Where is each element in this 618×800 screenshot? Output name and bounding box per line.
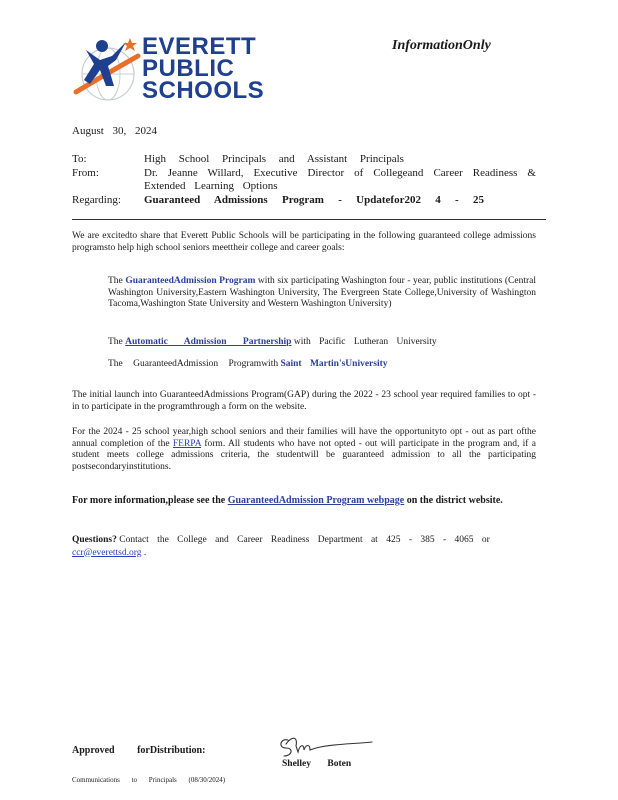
from-label: From: [72, 167, 99, 179]
approved-label: Approved forDistribution: [72, 745, 206, 756]
logo-figure-icon [72, 34, 142, 110]
questions-label: Questions? [72, 535, 117, 545]
logo-text-line2: PUBLIC [142, 55, 235, 82]
bullet-suffix: with six participating Washington four - year, public institutions (Central Washington University,Eastern Washington University, The Evergreen State College,University of Washington Tacoma,Washington State University and Western Washington University) [108, 276, 537, 310]
logo-text-line1: EVERETT [142, 33, 257, 60]
bullet-prefix: The [108, 276, 123, 286]
guaranteed-admission-link[interactable]: GuaranteedAdmission Program [125, 276, 256, 286]
gap-launch-paragraph: The initial launch into GuaranteedAdmissions Program(GAP) during the 2022 - 23 school year required families to opt - in to participate in the programthrough a form on the website. [72, 390, 536, 412]
signer-name: Shelley Boten [282, 759, 352, 769]
regarding-label: Regarding: [72, 194, 121, 206]
opt-out-paragraph [72, 427, 536, 473]
bullet-prefix: The [108, 337, 123, 347]
opt-out-text-part1: For the 2024 - 25 school year,high school seniors and their families will have the opportunityto opt - out as part ofthe annual completion of the [72, 427, 536, 449]
automatic-admission-link[interactable]: Automatic Admission Partnership [125, 337, 292, 347]
more-info-text-part1: For more information,please see the [72, 495, 226, 506]
contact-email-link[interactable]: ccr@everettsd.org [72, 547, 142, 558]
program-webpage-link[interactable]: GuaranteedAdmission Program webpage [227, 495, 405, 506]
questions-text: Contact the College and Career Readiness Department at 425 - 385 - 4065 or [119, 535, 490, 545]
header-divider [72, 219, 546, 220]
more-info-paragraph [72, 494, 540, 508]
ferpa-link[interactable]: FERPA [172, 438, 202, 449]
signature-image [272, 730, 382, 760]
list-item [108, 276, 536, 311]
opt-out-text-part2: form. All students who have not opted - out will participate in the program and, if a student meets college admissions criteria, the studentwill be guaranteed admission to all the participating postsecondaryinstitutions. [72, 438, 537, 472]
saint-martins-link[interactable]: Saint Martin'sUniversity [280, 359, 388, 369]
from-value-line2: Extended Learning Options [144, 180, 278, 192]
bullet-suffix: with Pacific Lutheran University [293, 337, 437, 347]
district-logo [72, 33, 265, 110]
questions-end: . [143, 547, 147, 558]
bullet-prefix: The GuaranteedAdmission Programwith [108, 359, 279, 369]
questions-paragraph [72, 534, 536, 559]
logo-text-line3: SCHOOLS [142, 77, 265, 104]
memo-date: August 30, 2024 [72, 125, 158, 137]
from-value-line1: Dr. Jeanne Willard, Executive Director of Collegeand Career Readiness & [144, 167, 536, 179]
to-label: To: [72, 153, 87, 165]
list-item [108, 359, 536, 371]
list-item [108, 337, 536, 349]
more-info-text-part2: on the district website. [406, 495, 503, 506]
regarding-value: Guaranteed Admissions Program - Updatefor202 4 - 25 [144, 194, 484, 206]
to-value: High School Principals and Assistant Principals [144, 153, 404, 165]
intro-paragraph: We are excitedto share that Everett Public Schools will be participating in the following guaranteed college admissions programsto help high school seniors meettheir college and career goals: [72, 231, 536, 253]
footer-note: Communications to Principals (08/30/2024) [72, 776, 226, 784]
information-only-label: InformationOnly [392, 38, 491, 53]
